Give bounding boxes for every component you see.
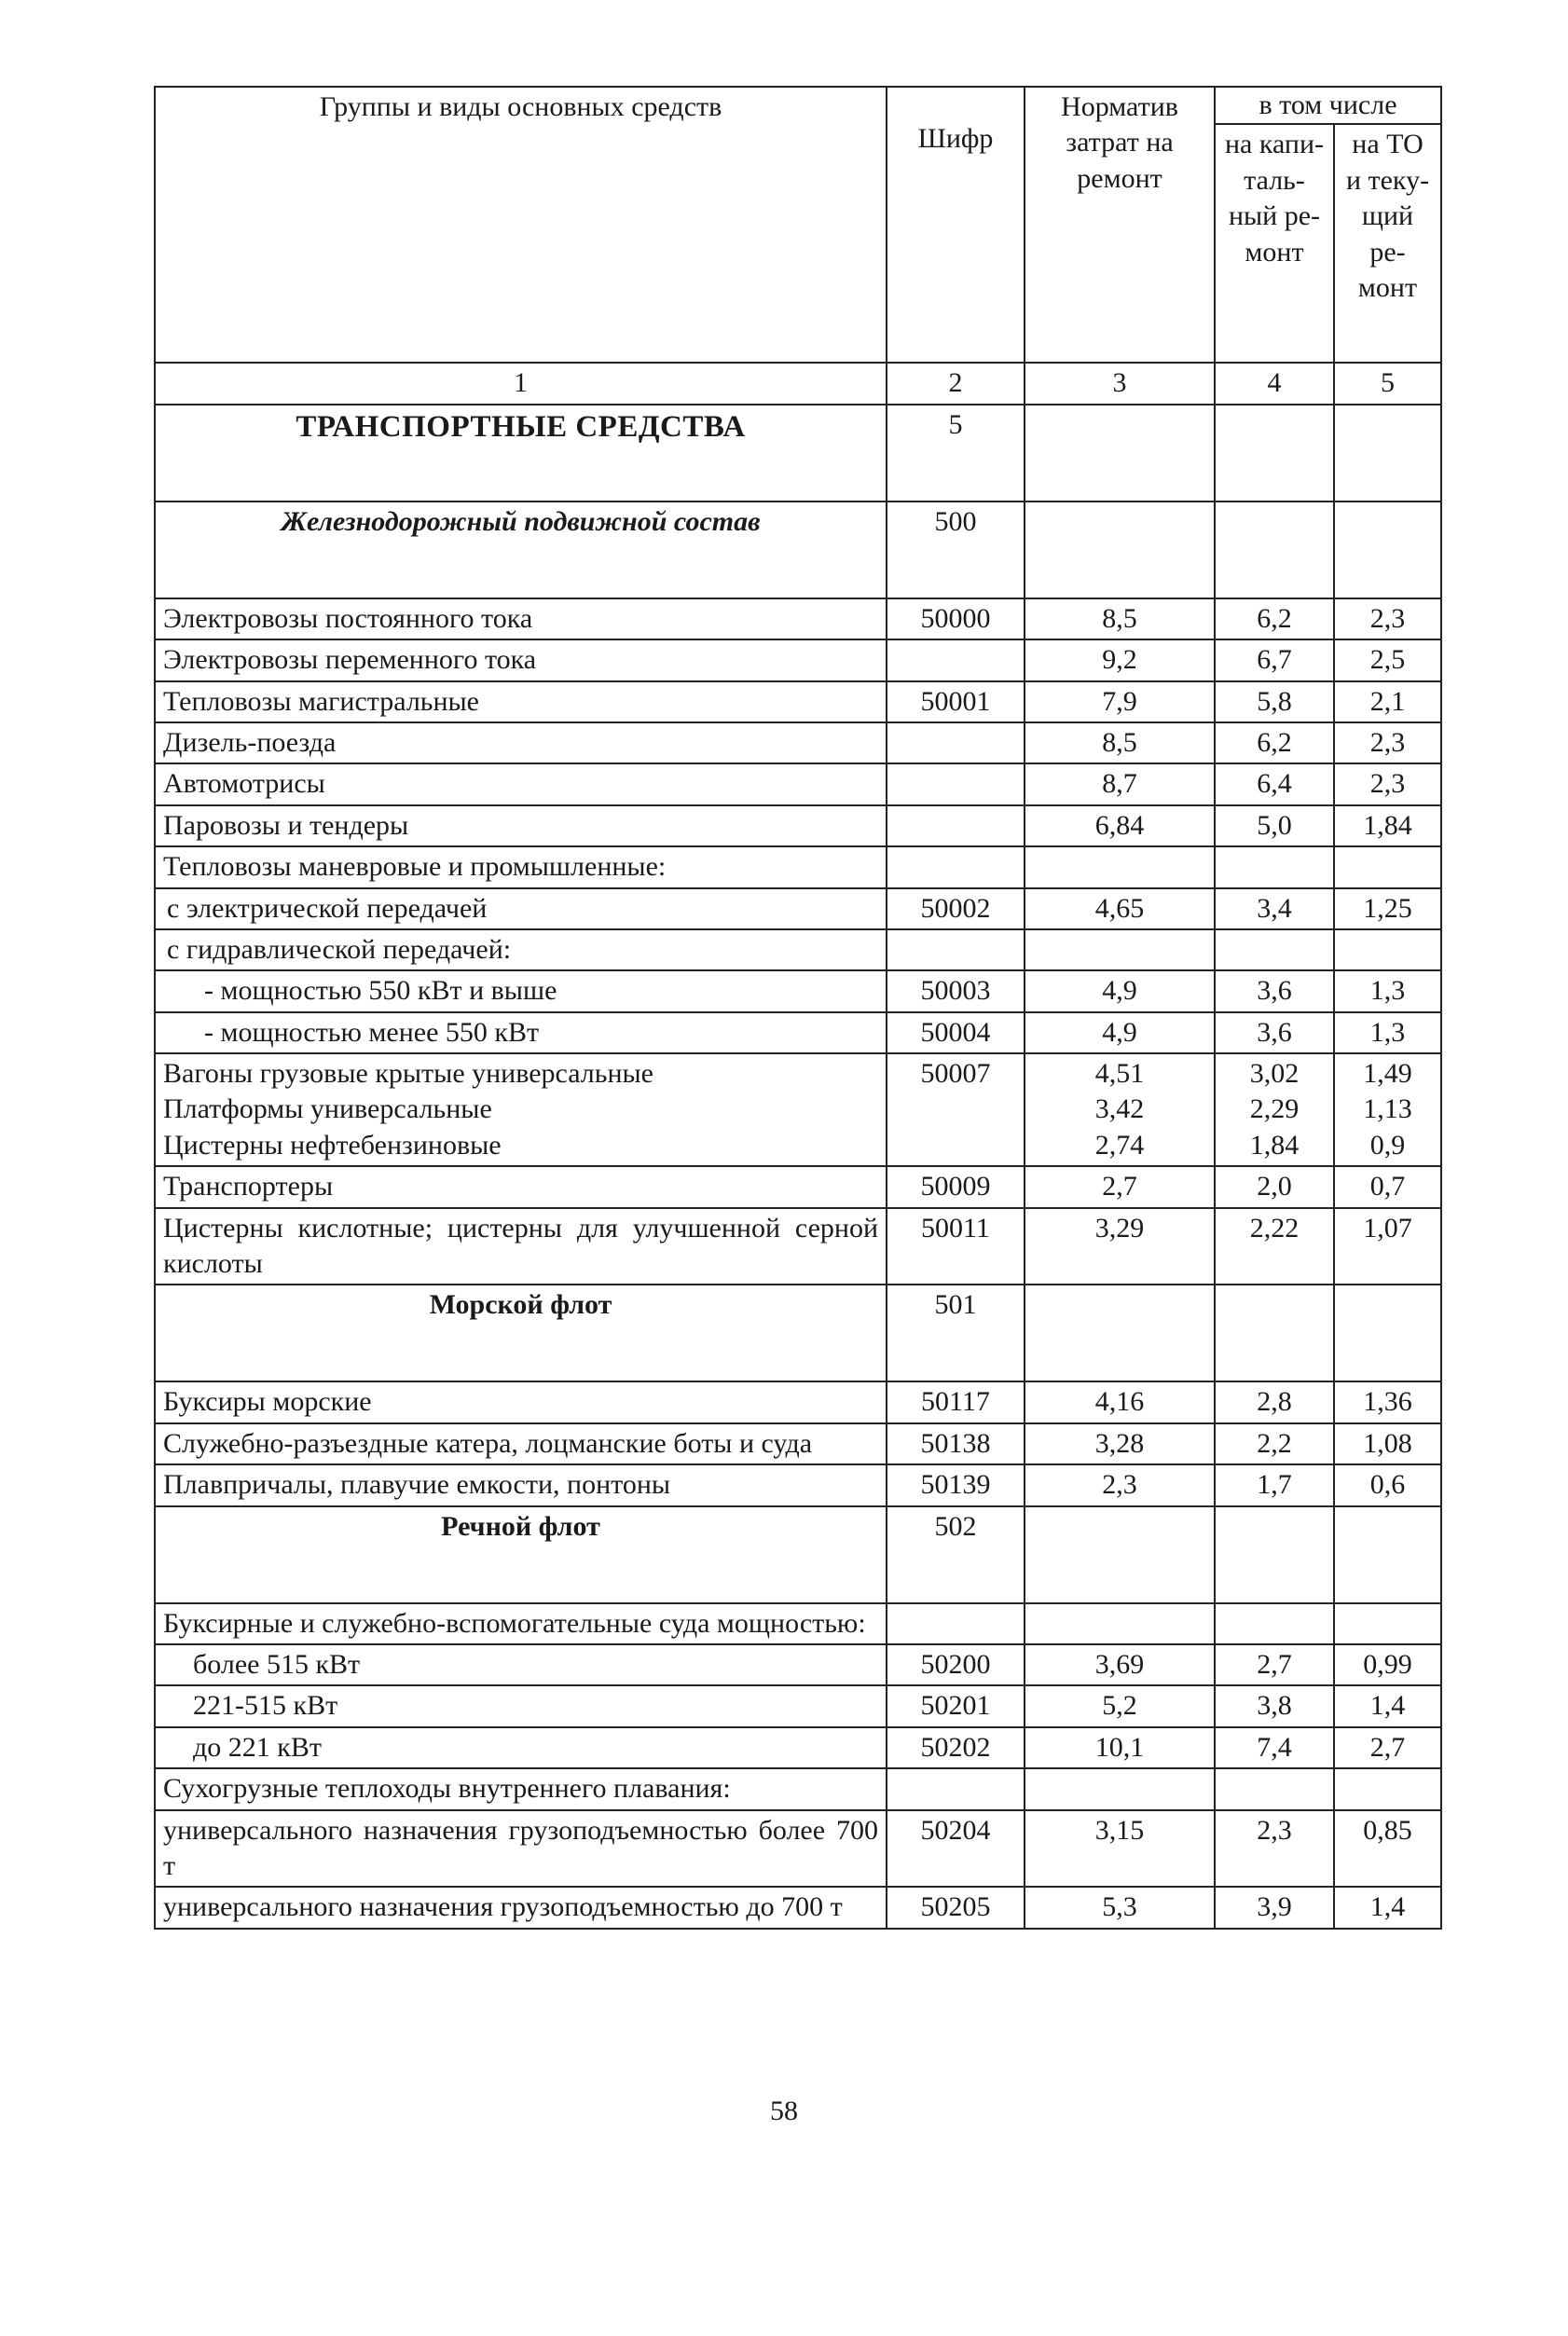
section-code: 502 xyxy=(887,1506,1025,1603)
norm-cell: 3,29 xyxy=(1025,1208,1215,1285)
table-row xyxy=(155,1810,1441,1888)
column-number: 4 xyxy=(1215,363,1334,404)
capital-repair-cell: 3,4 xyxy=(1215,888,1334,929)
current-repair-cell: 0,7 xyxy=(1334,1166,1441,1207)
current-repair-cell: 1,25 xyxy=(1334,888,1441,929)
empty-cell xyxy=(1334,502,1441,598)
empty-cell xyxy=(1215,502,1334,598)
asset-name-cell: Транспортеры xyxy=(155,1166,887,1207)
section-title: ТРАНСПОРТНЫЕ СРЕДСТВА xyxy=(155,405,887,502)
capital-repair-cell: 5,0 xyxy=(1215,805,1334,846)
code-cell: 50004 xyxy=(887,1012,1025,1053)
empty-cell xyxy=(1025,1506,1215,1603)
current-repair-cell: 1,84 xyxy=(1334,805,1441,846)
norm-cell: 4,16 xyxy=(1025,1381,1215,1422)
empty-cell xyxy=(1025,1285,1215,1381)
code-cell: 50001 xyxy=(887,681,1025,722)
capital-repair-cell: 3,8 xyxy=(1215,1685,1334,1726)
capital-repair-cell: 6,4 xyxy=(1215,763,1334,804)
norm-cell: 10,1 xyxy=(1025,1727,1215,1768)
capital-repair-cell: 6,7 xyxy=(1215,639,1334,680)
header-code: Шифр xyxy=(887,87,1025,363)
empty-cell xyxy=(1025,405,1215,502)
table-body xyxy=(155,405,1441,1929)
asset-name-cell: - мощностью менее 550 кВт xyxy=(155,1012,887,1053)
norm-cell: 5,3 xyxy=(1025,1887,1215,1928)
current-repair-cell: 2,3 xyxy=(1334,763,1441,804)
section-code: 501 xyxy=(887,1285,1025,1381)
empty-cell xyxy=(1334,405,1441,502)
repair-norms-table xyxy=(154,86,1442,1930)
code-cell xyxy=(887,763,1025,804)
table-row xyxy=(155,1053,1441,1166)
current-repair-cell: 0,6 xyxy=(1334,1464,1441,1505)
table-row xyxy=(155,1208,1441,1285)
norm-cell: 7,9 xyxy=(1025,681,1215,722)
norm-cell: 3,69 xyxy=(1025,1644,1215,1685)
capital-repair-cell: 2,7 xyxy=(1215,1644,1334,1685)
code-cell: 50138 xyxy=(887,1423,1025,1464)
capital-repair-cell: 6,2 xyxy=(1215,598,1334,639)
current-repair-cell: 1,4 xyxy=(1334,1887,1441,1928)
asset-name-cell: Тепловозы маневровые и промышленные: xyxy=(155,846,887,887)
current-repair-cell: 1,4 xyxy=(1334,1685,1441,1726)
asset-name-cell: 221-515 кВт xyxy=(155,1685,887,1726)
table-row xyxy=(155,1464,1441,1505)
current-repair-cell: 2,1 xyxy=(1334,681,1441,722)
current-repair-cell: 0,85 xyxy=(1334,1810,1441,1888)
table-row xyxy=(155,722,1441,763)
table-row xyxy=(155,1887,1441,1928)
asset-name-cell: Электровозы постоянного тока xyxy=(155,598,887,639)
code-cell xyxy=(887,722,1025,763)
current-repair-cell: 1,3 xyxy=(1334,1012,1441,1053)
current-repair-cell xyxy=(1334,1603,1441,1644)
capital-repair-cell: 2,0 xyxy=(1215,1166,1334,1207)
current-repair-cell: 1,49 1,13 0,9 xyxy=(1334,1053,1441,1166)
capital-repair-cell: 3,9 xyxy=(1215,1887,1334,1928)
code-cell: 50205 xyxy=(887,1887,1025,1928)
capital-repair-cell: 2,2 xyxy=(1215,1423,1334,1464)
current-repair-cell: 0,99 xyxy=(1334,1644,1441,1685)
header-group-including: в том числе xyxy=(1215,87,1441,124)
empty-cell xyxy=(1334,1506,1441,1603)
table-row xyxy=(155,1768,1441,1809)
code-cell: 50002 xyxy=(887,888,1025,929)
table-row xyxy=(155,970,1441,1011)
norm-cell: 4,9 xyxy=(1025,970,1215,1011)
capital-repair-cell: 2,8 xyxy=(1215,1381,1334,1422)
code-cell: 50011 xyxy=(887,1208,1025,1285)
column-numbers-row xyxy=(155,363,1441,404)
section-code: 5 xyxy=(887,405,1025,502)
asset-name-cell: Плавпричалы, плавучие емкости, понтоны xyxy=(155,1464,887,1505)
section-title: Морской флот xyxy=(155,1285,887,1381)
asset-name-cell: Автомотрисы xyxy=(155,763,887,804)
code-cell: 50009 xyxy=(887,1166,1025,1207)
asset-name-cell: с гидравлической передачей: xyxy=(155,929,887,970)
norm-cell xyxy=(1025,1603,1215,1644)
asset-name-cell: Буксиры морские xyxy=(155,1381,887,1422)
norm-cell xyxy=(1025,1768,1215,1809)
capital-repair-cell xyxy=(1215,846,1334,887)
asset-name-cell: универсального назначения грузоподъемностью до 700 т xyxy=(155,1887,887,1928)
norm-cell: 4,9 xyxy=(1025,1012,1215,1053)
section-title: Речной флот xyxy=(155,1506,887,1603)
capital-repair-cell: 3,6 xyxy=(1215,970,1334,1011)
code-cell: 50200 xyxy=(887,1644,1025,1685)
section-title: Железнодорожный подвижной состав xyxy=(155,502,887,598)
asset-name-cell: Цистерны кислотные; цистерны для улучшенной серной кислоты xyxy=(155,1208,887,1285)
asset-name-cell: более 515 кВт xyxy=(155,1644,887,1685)
code-cell: 50003 xyxy=(887,970,1025,1011)
asset-name-cell: Паровозы и тендеры xyxy=(155,805,887,846)
code-cell: 50000 xyxy=(887,598,1025,639)
current-repair-cell: 2,7 xyxy=(1334,1727,1441,1768)
current-repair-cell: 2,3 xyxy=(1334,598,1441,639)
empty-cell xyxy=(1334,1285,1441,1381)
norm-cell: 4,65 xyxy=(1025,888,1215,929)
code-cell xyxy=(887,846,1025,887)
section-row xyxy=(155,1285,1441,1381)
asset-name-cell: Служебно-разъездные катера, лоцманские боты и суда xyxy=(155,1423,887,1464)
asset-name-cell: Вагоны грузовые крытые универсальные Платформы универсальные Цистерны нефтебензиновые xyxy=(155,1053,887,1166)
norm-cell: 3,15 xyxy=(1025,1810,1215,1888)
asset-name-cell: с электрической передачей xyxy=(155,888,887,929)
norm-cell: 9,2 xyxy=(1025,639,1215,680)
current-repair-cell: 1,36 xyxy=(1334,1381,1441,1422)
code-cell: 50201 xyxy=(887,1685,1025,1726)
header-groups: Группы и виды основных средств xyxy=(155,87,887,363)
column-number: 1 xyxy=(155,363,887,404)
table-header xyxy=(155,87,1441,405)
capital-repair-cell xyxy=(1215,1603,1334,1644)
table-row xyxy=(155,846,1441,887)
norm-cell: 2,3 xyxy=(1025,1464,1215,1505)
table-row xyxy=(155,681,1441,722)
table-row xyxy=(155,1423,1441,1464)
table-row xyxy=(155,763,1441,804)
code-cell xyxy=(887,639,1025,680)
header-norm: Норматив затрат на ремонт xyxy=(1025,87,1215,363)
table-row xyxy=(155,598,1441,639)
current-repair-cell: 1,08 xyxy=(1334,1423,1441,1464)
capital-repair-cell: 1,7 xyxy=(1215,1464,1334,1505)
current-repair-cell xyxy=(1334,929,1441,970)
table-row xyxy=(155,1644,1441,1685)
current-repair-cell xyxy=(1334,846,1441,887)
code-cell xyxy=(887,1603,1025,1644)
code-cell xyxy=(887,1768,1025,1809)
current-repair-cell xyxy=(1334,1768,1441,1809)
current-repair-cell: 1,3 xyxy=(1334,970,1441,1011)
norm-cell: 6,84 xyxy=(1025,805,1215,846)
table-row xyxy=(155,639,1441,680)
column-number: 5 xyxy=(1334,363,1441,404)
capital-repair-cell xyxy=(1215,929,1334,970)
header-current-repair: на ТО и теку-щий ре-монт xyxy=(1334,124,1441,363)
capital-repair-cell: 2,3 xyxy=(1215,1810,1334,1888)
norm-cell: 3,28 xyxy=(1025,1423,1215,1464)
table-row xyxy=(155,1381,1441,1422)
table-row xyxy=(155,1727,1441,1768)
table-row xyxy=(155,1603,1441,1644)
table-row xyxy=(155,1166,1441,1207)
current-repair-cell: 2,3 xyxy=(1334,722,1441,763)
asset-name-cell: - мощностью 550 кВт и выше xyxy=(155,970,887,1011)
table-row xyxy=(155,805,1441,846)
asset-name-cell: Сухогрузные теплоходы внутреннего плавания: xyxy=(155,1768,887,1809)
empty-cell xyxy=(1215,1506,1334,1603)
code-cell: 50007 xyxy=(887,1053,1025,1166)
column-number: 3 xyxy=(1025,363,1215,404)
section-row xyxy=(155,405,1441,502)
empty-cell xyxy=(1025,502,1215,598)
document-page xyxy=(154,86,1440,1930)
code-cell: 50117 xyxy=(887,1381,1025,1422)
page-number: 58 xyxy=(770,2096,798,2126)
capital-repair-cell: 6,2 xyxy=(1215,722,1334,763)
norm-cell: 4,51 3,42 2,74 xyxy=(1025,1053,1215,1166)
table-row xyxy=(155,1685,1441,1726)
norm-cell xyxy=(1025,929,1215,970)
capital-repair-cell xyxy=(1215,1768,1334,1809)
empty-cell xyxy=(1215,1285,1334,1381)
table-row xyxy=(155,888,1441,929)
asset-name-cell: Тепловозы магистральные xyxy=(155,681,887,722)
section-row xyxy=(155,502,1441,598)
column-number: 2 xyxy=(887,363,1025,404)
section-row xyxy=(155,1506,1441,1603)
section-code: 500 xyxy=(887,502,1025,598)
norm-cell: 8,5 xyxy=(1025,598,1215,639)
code-cell: 50202 xyxy=(887,1727,1025,1768)
asset-name-cell: Дизель-поезда xyxy=(155,722,887,763)
asset-name-cell: до 221 кВт xyxy=(155,1727,887,1768)
code-cell: 50204 xyxy=(887,1810,1025,1888)
current-repair-cell: 2,5 xyxy=(1334,639,1441,680)
capital-repair-cell: 5,8 xyxy=(1215,681,1334,722)
capital-repair-cell: 3,02 2,29 1,84 xyxy=(1215,1053,1334,1166)
asset-name-cell: Электровозы переменного тока xyxy=(155,639,887,680)
code-cell xyxy=(887,805,1025,846)
norm-cell: 8,7 xyxy=(1025,763,1215,804)
norm-cell: 2,7 xyxy=(1025,1166,1215,1207)
code-cell: 50139 xyxy=(887,1464,1025,1505)
current-repair-cell: 1,07 xyxy=(1334,1208,1441,1285)
asset-name-cell: Буксирные и служебно-вспомогательные суда мощностью: xyxy=(155,1603,887,1644)
norm-cell: 8,5 xyxy=(1025,722,1215,763)
capital-repair-cell: 7,4 xyxy=(1215,1727,1334,1768)
norm-cell xyxy=(1025,846,1215,887)
norm-cell: 5,2 xyxy=(1025,1685,1215,1726)
table-row xyxy=(155,929,1441,970)
table-row xyxy=(155,1012,1441,1053)
empty-cell xyxy=(1215,405,1334,502)
asset-name-cell: универсального назначения грузоподъемностью более 700 т xyxy=(155,1810,887,1888)
header-capital-repair: на капи-таль-ный ре-монт xyxy=(1215,124,1334,363)
capital-repair-cell: 3,6 xyxy=(1215,1012,1334,1053)
capital-repair-cell: 2,22 xyxy=(1215,1208,1334,1285)
code-cell xyxy=(887,929,1025,970)
